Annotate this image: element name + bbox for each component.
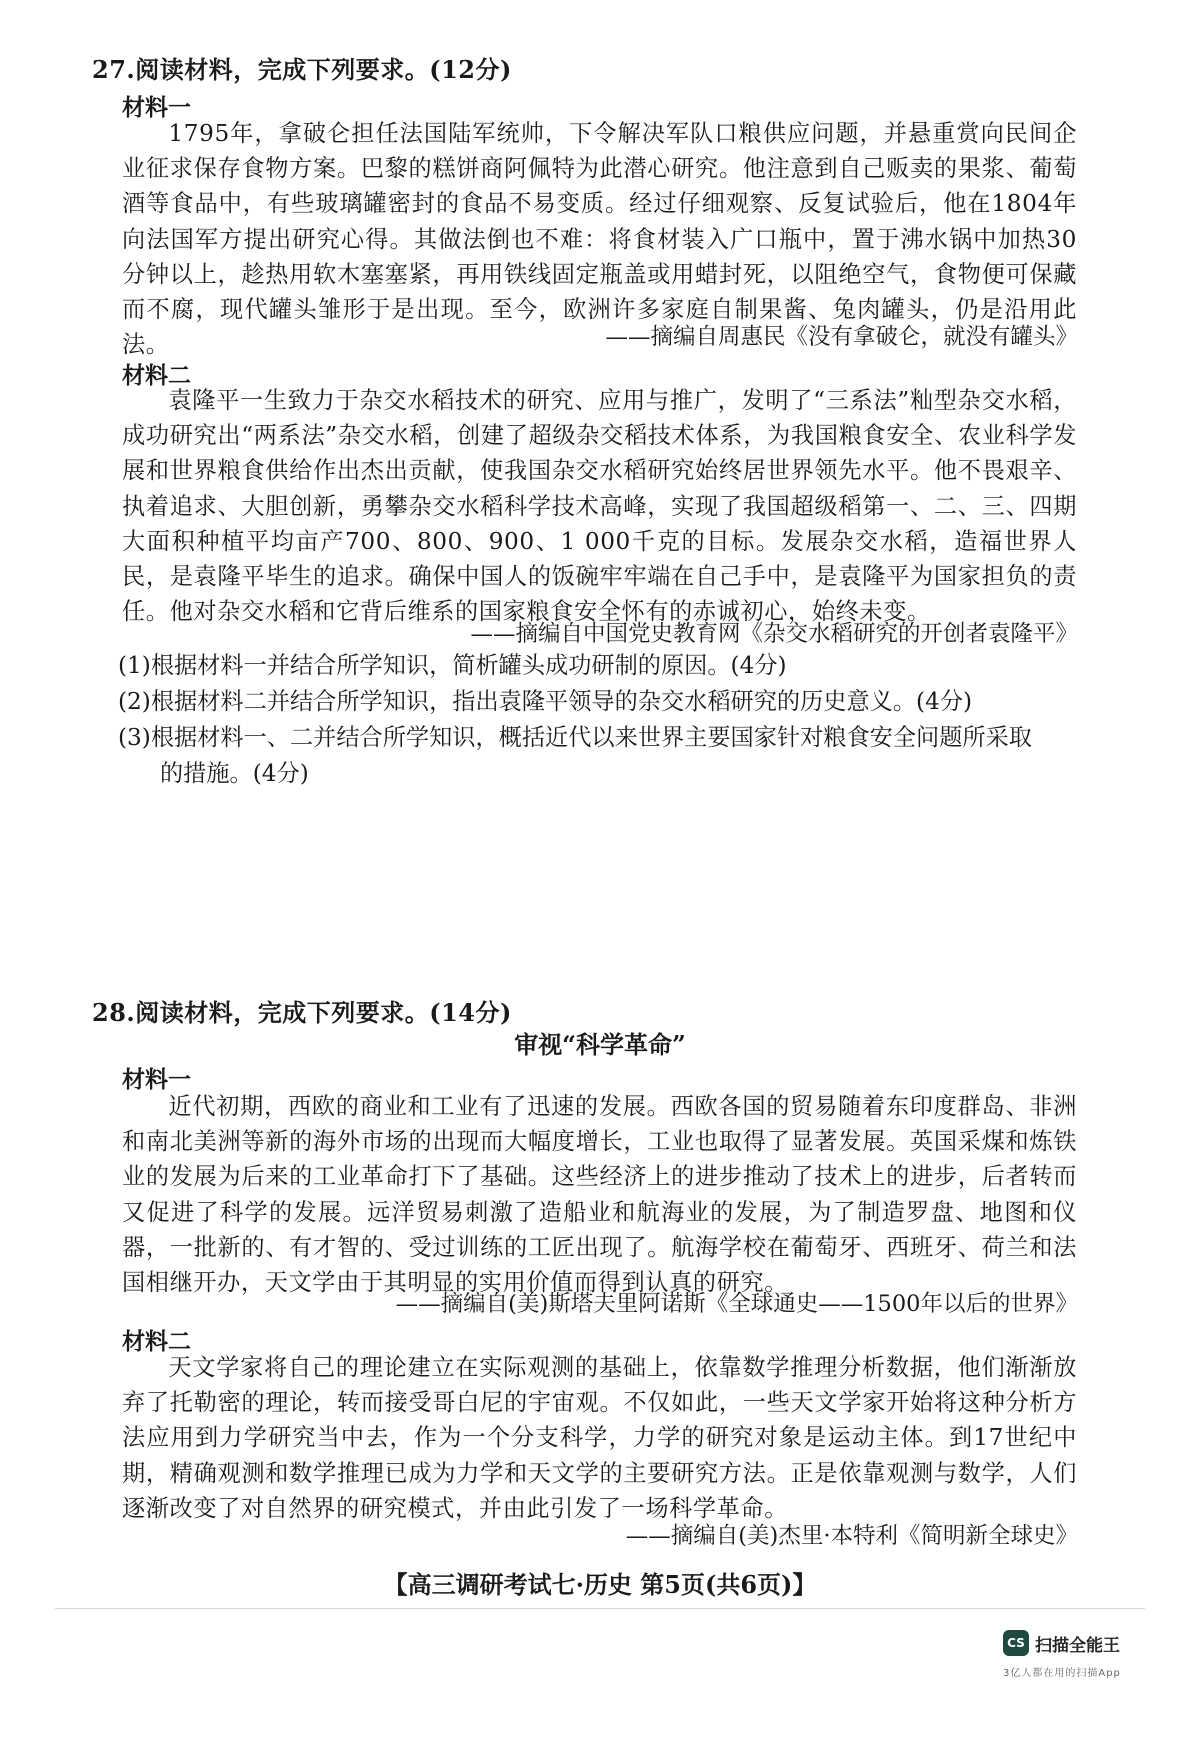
q27-question-2: (2)根据材料二并结合所学知识，指出袁隆平领导的杂交水稻研究的历史意义。(4分) bbox=[118, 688, 973, 715]
q27-material2-text: 袁隆平一生致力于杂交水稻技术的研究、应用与推广，发明了“三系法”籼型杂交水稻，成功研究出“两系法”杂交水稻，创建了超级杂交稻技术体系，为我国粮食安全、农业科学发展和世界粮食供给作出杰出贡献，使我国杂交水稻研究始终居世界领先水平。他不畏艰辛、执着追求、大胆创新，勇攀杂交水稻科学技术高峰，实现了我国超级稻第一、二、三、四期大面积种植平均亩产700、800、900、1 000千克的目标。发展杂交水稻，造福世界人民，是袁隆平毕生的追求。确保中国人的饭碗牢牢端在自己手中，是袁隆平为国家担负的责任。他对杂交水稻和它背后维系的国家粮食安全怀有的赤诚初心，始终未变。 bbox=[122, 387, 1077, 626]
page-footer: 【高三调研考试七·历史 第5页(共6页)】 bbox=[383, 1570, 817, 1599]
q27-question-3-continued bbox=[118, 756, 1078, 791]
q28-material2-text: 天文学家将自己的理论建立在实际观测的基础上，依靠数学推理分析数据，他们渐渐放弃了托勒密的理论，转而接受哥白尼的宇宙观。不仅如此，一些天文学家开始将这种分析方法应用到力学研究当中去，作为一个分支科学，力学的研究对象是运动主体。到17世纪中期，精确观测和数学推理已成为力学和天文学的主要研究方法。正是依靠观测与数学，人们逐渐改变了对自然界的研究模式，并由此引发了一场科学革命。 bbox=[122, 1354, 1077, 1522]
q27-question-3-cont-text: 的措施。(4分) bbox=[160, 760, 309, 787]
cs-app-name: 扫描全能王 bbox=[1035, 1635, 1120, 1656]
q28-title: 审视“科学革命” bbox=[514, 1030, 686, 1059]
q28-material1-label: 材料一 bbox=[122, 1066, 191, 1093]
q27-header: 27.阅读材料，完成下列要求。(12分) bbox=[92, 55, 512, 84]
q27-material1-text: 1795年，拿破仑担任法国陆军统帅，下令解决军队口粮供应问题，并悬重赏向民间企业征求保存食物方案。巴黎的糕饼商阿佩特为此潜心研究。他注意到自己贩卖的果浆、葡萄酒等食品中，有些玻璃罐密封的食品不易变质。经过仔细观察、反复试验后，他在1804年向法国军方提出研究心得。其做法倒也不难：将食材装入广口瓶中，置于沸水锅中加热30分钟以上，趁热用软木塞塞紧，再用铁线固定瓶盖或用蜡封死，以阻绝空气，食物便可保藏而不腐，现代罐头雏形于是出现。至今，欧洲许多家庭自制果酱、兔肉罐头，仍是沿用此法。 bbox=[122, 120, 1077, 359]
q27-material2-source: ——摘编自中国党史教育网《杂交水稻研究的开创者袁隆平》 bbox=[470, 621, 1078, 647]
q28-material2-label: 材料二 bbox=[122, 1328, 191, 1355]
q28-material1-text: 近代初期，西欧的商业和工业有了迅速的发展。西欧各国的贸易随着东印度群岛、非洲和南北美洲等新的海外市场的出现而大幅度增长，工业也取得了显著发展。英国采煤和炼铁业的发展为后来的工业革命打下了基础。这些经济上的进步推动了技术上的进步，后者转而又促进了科学的发展。远洋贸易刺激了造船业和航海业的发展，为了制造罗盘、地图和仪器，一批新的、有才智的、受过训练的工匠出现了。航海学校在葡萄牙、西班牙、荷兰和法国相继开办，天文学由于其明显的实用价值而得到认真的研究。 bbox=[122, 1093, 1077, 1297]
q28-header: 28.阅读材料，完成下列要求。(14分) bbox=[92, 998, 512, 1027]
q27-question-3: (3)根据材料一、二并结合所学知识，概括近代以来世界主要国家针对粮食安全问题所采取 bbox=[118, 724, 1032, 751]
q27-material1-label: 材料一 bbox=[122, 94, 191, 121]
footer-divider bbox=[55, 1608, 1145, 1609]
scanner-watermark bbox=[1003, 1630, 1120, 1656]
q28-material1-source: ——摘编自(美)斯塔夫里阿诺斯《全球通史——1500年以后的世界》 bbox=[395, 1291, 1078, 1317]
q28-material2-source: ——摘编自(美)杰里·本特利《简明新全球史》 bbox=[625, 1523, 1078, 1549]
cs-tagline: 3亿人都在用的扫描App bbox=[1003, 1668, 1121, 1679]
cs-logo-icon: CS bbox=[1003, 1630, 1029, 1656]
q27-question-1: (1)根据材料一并结合所学知识，简析罐头成功研制的原因。(4分) bbox=[118, 652, 787, 679]
q27-material2-label: 材料二 bbox=[122, 362, 191, 389]
q27-material1-source: ——摘编自周惠民《没有拿破仑，就没有罐头》 bbox=[605, 324, 1078, 350]
